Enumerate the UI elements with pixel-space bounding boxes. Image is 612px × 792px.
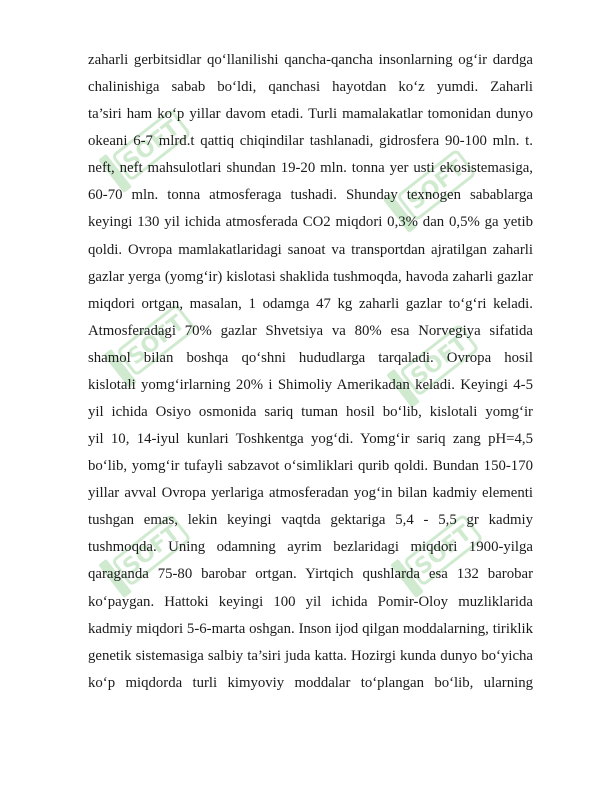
text-line: shamol bilan boshqa qo‘shni hududlarga tarqaladi. Ovropa hosil [88,349,533,366]
text-line: keyingi 130 yil ichida atmosferada CO2 miqdori 0,3% dan 0,5% ga yetib [88,214,533,231]
text-line: tushmoqda. Uning odamning ayrim bezlaridagi miqdori 1900-yilga [88,539,533,556]
text-line: 60-70 mln. tonna atmosferaga tushadi. Shunday texnogen sabablarga [88,187,533,204]
text-line: tushgan emas, lekin keyingi vaqtda gektariga 5,4 - 5,5 gr kadmiy [88,512,533,529]
body-text [88,47,533,697]
text-line: bo‘lib, yomg‘ir tufayli sabzavot o‘simliklari qurib qoldi. Bundan 150-170 [88,458,533,475]
svg-text:SOFT: SOFT [403,155,470,216]
text-line: ko‘paygan. Hattoki keyingi 100 yil ichida Pomir-Oloy muzliklarida [88,593,533,610]
svg-text:SOFT: SOFT [118,115,185,176]
svg-text:SOFT: SOFT [123,310,190,371]
text-line: genetik sistemasiga salbiy ta’siri juda katta. Hozirgi kunda dunyo bo‘yicha [88,647,533,664]
text-line: qoldi. Ovropa mamlakatlaridagi sanoat va transportdan ajratilgan zaharli [88,241,533,258]
text-line: qaraganda 75-80 barobar ortgan. Yirtqich qushlarda esa 132 barobar [88,566,533,583]
svg-text:SOFT: SOFT [406,330,473,391]
text-line: kadmiy miqdori 5-6-marta oshgan. Inson ijod qilgan moddalarning, tiriklik [88,620,533,637]
text-line: gazlar yerga (yomg‘ir) kislotasi shaklida tushmoqda, havoda zaharli gazlar [88,268,533,285]
text-line: kislotali yomg‘irlarning 20% i Shimoliy Amerikadan keladi. Keyingi 4-5 [88,376,533,393]
text-line: okeani 6-7 mlrd.t qattiq chiqindilar tashlanadi, gidrosfera 90-100 mln. t. [88,133,533,150]
text-line: Atmosferadagi 70% gazlar Shvetsiya va 80% esa Norvegiya sifatida [88,322,533,339]
text-line: yillar avval Ovropa yerlariga atmosferadan yog‘in bilan kadmiy elementi [88,485,533,502]
text-line: ta’siri ham ko‘p yillar davom etadi. Turli mamalakatlar tomonidan dunyo [88,106,533,123]
text-line: chalinishiga sabab bo‘ldi, qanchasi hayotdan ko‘z yumdi. Zaharli [88,79,533,96]
svg-text:SOFT: SOFT [410,520,477,581]
text-line: yil 10, 14-iyul kunlari Toshkentga yog‘di. Yomg‘ir sariq zang pH=4,5 [88,431,533,448]
text-line: yil ichida Osiyo osmonida sariq tuman hosil bo‘lib, kislotali yomg‘ir [88,404,533,421]
svg-text:SOFT: SOFT [118,520,185,581]
text-line: zaharli gerbitsidlar qo‘llanilishi qancha-qancha insonlarning og‘ir dardga [88,52,533,68]
text-line: ko‘p miqdorda turli kimyoviy moddalar to‘plangan bo‘lib, ularning [88,674,533,691]
text-line: neft, neft mahsulotlari shundan 19-20 mln. tonna yer usti ekosistemasiga, [88,160,533,177]
text-line: miqdori ortgan, masalan, 1 odamga 47 kg zaharli gazlar to‘g‘ri keladi. [88,295,533,312]
